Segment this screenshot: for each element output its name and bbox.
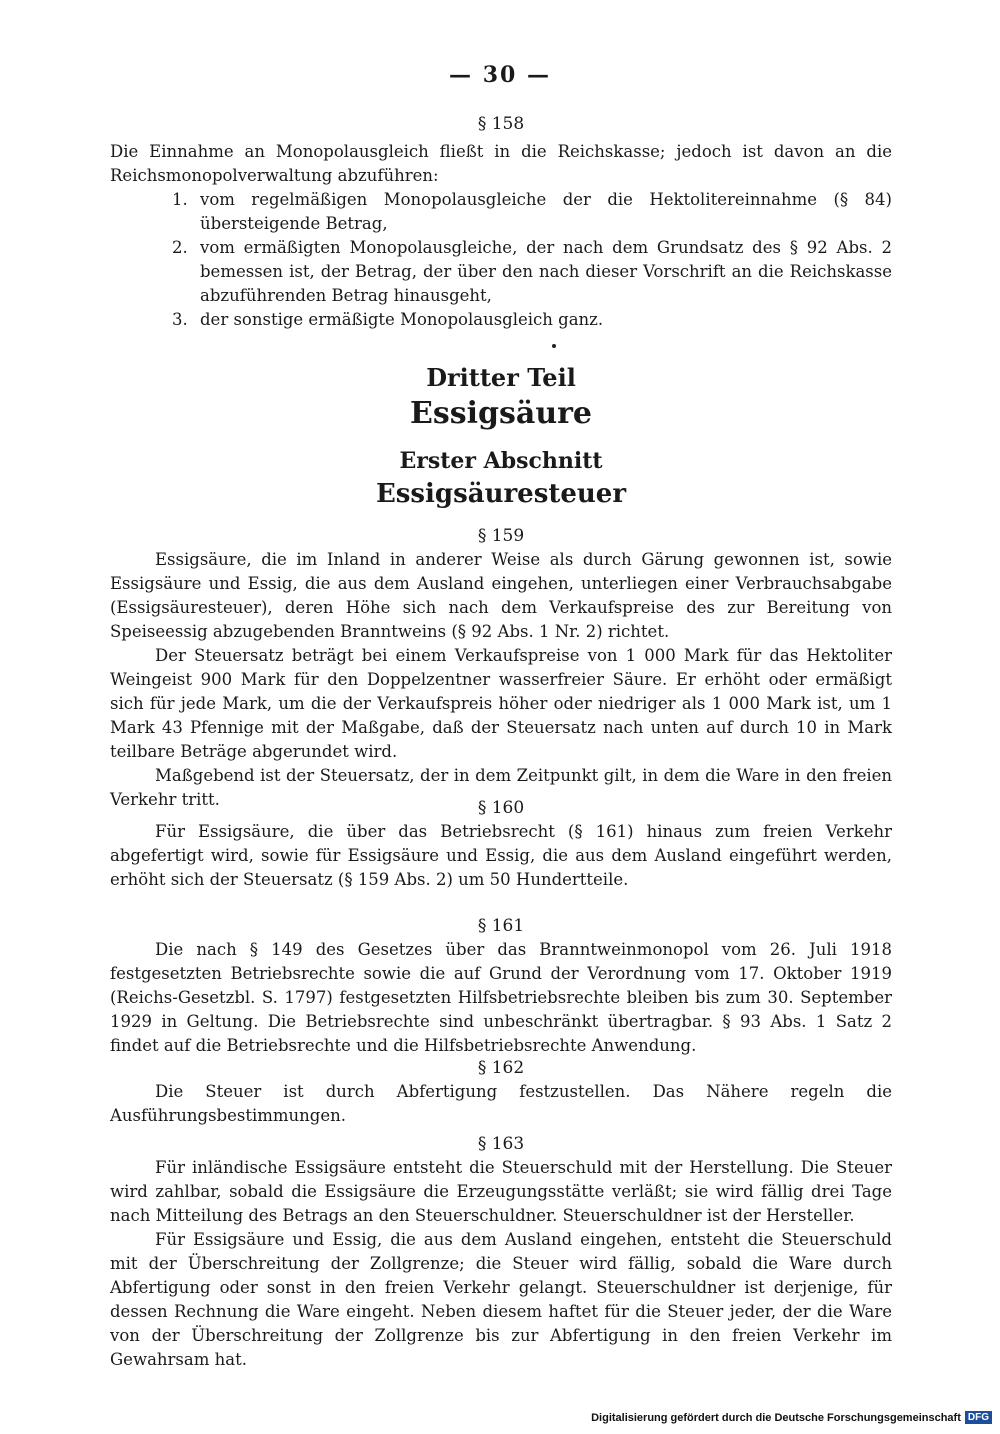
section-162-paragraph-1: Die Steuer ist durch Abfertigung festzustellen. Das Nähere regeln die Ausführungsbestimmungen. bbox=[110, 1082, 892, 1125]
section-158-list bbox=[110, 188, 892, 332]
section-163-paragraph-1: Für inländische Essigsäure entsteht die Steuerschuld mit der Herstellung. Die Steuer wird zahlbar, sobald die Essigsäure die Erzeugungsstätte verläßt; sie wird fällig drei Tage nach Mitteilung des Betrags an den Steuerschuldner. Steuerschuldner ist der Hersteller. bbox=[110, 1158, 892, 1225]
section-161-sign: § 161 bbox=[477, 916, 525, 936]
section-159-sign: § 159 bbox=[477, 526, 525, 546]
part-heading bbox=[110, 362, 892, 512]
dfg-logo: DFG bbox=[965, 1411, 992, 1424]
section-163 bbox=[110, 1132, 892, 1372]
list-item: 1. vom regelmäßigen Monopolausgleiche der die Hektolitereinnahme (§ 84) übersteigende Betrag, bbox=[172, 190, 892, 233]
section-159-paragraph-3: Maßgebend ist der Steuersatz, der in dem Zeitpunkt gilt, in dem die Ware in den freien Verkehr tritt. bbox=[110, 766, 892, 809]
page-number: — 30 — bbox=[449, 62, 551, 88]
section-160 bbox=[110, 796, 892, 892]
list-item: 2. vom ermäßigten Monopolausgleiche, der nach dem Grundsatz des § 92 Abs. 2 bemessen ist, der Betrag, der über den nach dieser Vorschrift an die Reichskasse abzuführenden Betrag hinausgeht, bbox=[172, 238, 892, 305]
section-162 bbox=[110, 1056, 892, 1128]
part-subject: Essigsäure bbox=[409, 396, 593, 431]
section-159-paragraph-2: Der Steuersatz beträgt bei einem Verkaufspreise von 1 000 Mark für das Hektoliter Weingeist 900 Mark für den Doppelzentner wasserfreier Säure. Er erhöht oder ermäßigt sich für jede Mark, um die der Verkaufspreis höher oder niedriger als 1 000 Mark ist, um 1 Mark 43 Pfennige mit der Maßgabe, daß der Steuersatz nach unten auf durch 10 in Mark teilbare Beträge abgerundet wird. bbox=[110, 646, 892, 761]
footer-credit bbox=[591, 1411, 992, 1424]
list-item: 3. der sonstige ermäßigte Monopolausgleich ganz. bbox=[172, 310, 604, 329]
part-title: Dritter Teil bbox=[426, 363, 576, 392]
print-speck bbox=[552, 344, 556, 348]
section-161 bbox=[110, 914, 892, 1058]
section-158-intro: Die Einnahme an Monopolausgleich fließt in die Reichskasse; jedoch ist davon an die Reichsmonopolverwaltung abzuführen: bbox=[110, 142, 892, 185]
section-162-sign: § 162 bbox=[477, 1058, 525, 1078]
section-158 bbox=[110, 112, 892, 332]
section-163-paragraph-2: Für Essigsäure und Essig, die aus dem Ausland eingehen, entsteht die Steuerschuld mit der Überschreitung der Zollgrenze; die Steuer wird fällig, sobald die Ware durch Abfertigung oder sonst in den freien Verkehr gelangt. Steuerschuldner ist derjenige, für dessen Rechnung die Ware eingeht. Neben diesem haftet für die Steuer jeder, der die Ware von der Überschreitung der Zollgrenze bis zur Abfertigung in den freien Verkehr im Gewahrsam hat. bbox=[110, 1230, 892, 1369]
section-159 bbox=[110, 524, 892, 812]
footer-text: Digitalisierung gefördert durch die Deutsche Forschungsgemeinschaft bbox=[591, 1411, 961, 1424]
section-163-sign: § 163 bbox=[477, 1134, 525, 1154]
chapter-title: Erster Abschnitt bbox=[399, 448, 603, 474]
chapter-subject: Essigsäuresteuer bbox=[375, 479, 627, 509]
section-160-sign: § 160 bbox=[477, 798, 525, 818]
section-160-paragraph-1: Für Essigsäure, die über das Betriebsrecht (§ 161) hinaus zum freien Verkehr abgefertigt wird, sowie für Essigsäure und Essig, die aus dem Ausland eingeführt werden, erhöht sich der Steuersatz (§ 159 Abs. 2) um 50 Hundertteile. bbox=[110, 822, 892, 889]
section-159-paragraph-1: Essigsäure, die im Inland in anderer Weise als durch Gärung gewonnen ist, sowie Essigsäure und Essig, die aus dem Ausland eingehen, unterliegen einer Verbrauchsabgabe (Essigsäuresteuer), deren Höhe sich nach dem Verkaufspreise des zur Bereitung von Speiseessig abzugebenden Branntweins (§ 92 Abs. 1 Nr. 2) richtet. bbox=[110, 550, 892, 641]
section-158-sign: § 158 bbox=[477, 114, 525, 134]
section-161-paragraph-1: Die nach § 149 des Gesetzes über das Branntweinmonopol vom 26. Juli 1918 festgesetzten Betriebsrechte sowie die auf Grund der Verordnung vom 17. Oktober 1919 (Reichs-Gesetzbl. S. 1797) festgesetzten Hilfsbetriebsrechte bleiben bis zum 30. September 1929 in Geltung. Die Betriebsrechte sind unbeschränkt übertragbar. § 93 Abs. 1 Satz 2 findet auf die Betriebsrechte und die Hilfsbetriebsrechte Anwendung. bbox=[110, 940, 892, 1055]
